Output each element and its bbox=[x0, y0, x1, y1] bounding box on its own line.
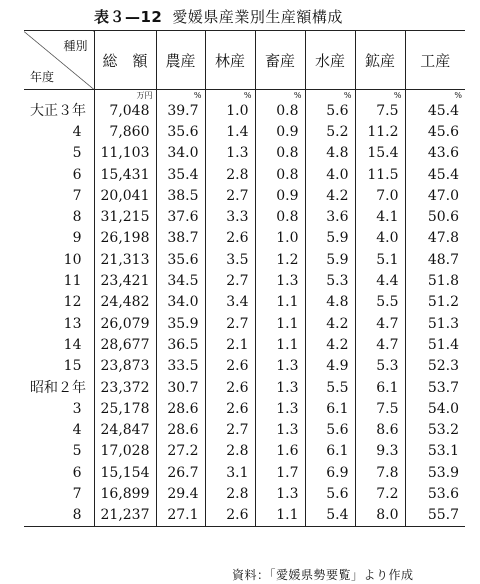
value-cell: 5.6 bbox=[305, 100, 355, 121]
year-cell: 10 bbox=[63, 251, 82, 268]
value-cell: 35.6 bbox=[156, 249, 205, 270]
value-cell: 4.2 bbox=[305, 334, 355, 355]
value-cell: 34.0 bbox=[156, 292, 205, 313]
table-row bbox=[24, 419, 465, 440]
value-cell: 34.0 bbox=[156, 143, 205, 164]
value-cell: 7.2 bbox=[355, 483, 405, 504]
value-cell: 20,041 bbox=[94, 185, 156, 206]
value-cell: 30.7 bbox=[156, 377, 205, 398]
value-cell: 7.0 bbox=[355, 185, 405, 206]
value-cell: 38.5 bbox=[156, 185, 205, 206]
year-cell: 7 bbox=[72, 485, 82, 502]
table-row bbox=[24, 356, 465, 377]
value-cell: 5.3 bbox=[305, 270, 355, 291]
value-cell: 5.9 bbox=[305, 228, 355, 249]
value-cell: 5.1 bbox=[355, 249, 405, 270]
table-row bbox=[24, 483, 465, 504]
year-cell: 4 bbox=[72, 422, 82, 439]
column-header-industry: 工産 bbox=[405, 31, 465, 90]
value-cell: 45.4 bbox=[405, 100, 465, 121]
year-cell: 3 bbox=[72, 400, 82, 417]
value-cell: 4.1 bbox=[355, 206, 405, 227]
value-cell: 35.4 bbox=[156, 164, 205, 185]
table-row bbox=[24, 143, 465, 164]
table-row bbox=[24, 100, 465, 121]
value-cell: 2.7 bbox=[205, 419, 255, 440]
value-cell: 4.2 bbox=[305, 185, 355, 206]
value-cell: 1.3 bbox=[255, 398, 305, 419]
value-cell: 51.4 bbox=[405, 334, 465, 355]
value-cell: 8.0 bbox=[355, 505, 405, 527]
value-cell: 25,178 bbox=[94, 398, 156, 419]
value-cell: 35.9 bbox=[156, 313, 205, 334]
unit-label: % bbox=[205, 90, 255, 101]
year-cell: 8 bbox=[24, 505, 94, 527]
value-cell: 45.4 bbox=[405, 164, 465, 185]
value-cell: 28.6 bbox=[156, 419, 205, 440]
value-cell: 4.4 bbox=[355, 270, 405, 291]
value-cell: 1.1 bbox=[255, 292, 305, 313]
unit-label: 万円 bbox=[94, 90, 156, 101]
value-cell: 1.3 bbox=[255, 377, 305, 398]
value-cell: 34.5 bbox=[156, 270, 205, 291]
value-cell: 36.5 bbox=[156, 334, 205, 355]
value-cell: 43.6 bbox=[405, 143, 465, 164]
year-cell: 7 bbox=[72, 187, 82, 204]
year-cell: 14 bbox=[63, 336, 82, 353]
value-cell: 2.8 bbox=[205, 441, 255, 462]
value-cell: 8.6 bbox=[355, 419, 405, 440]
value-cell: 0.9 bbox=[255, 185, 305, 206]
table-row bbox=[24, 185, 465, 206]
value-cell: 21,313 bbox=[94, 249, 156, 270]
column-header-agriculture: 農産 bbox=[156, 31, 205, 90]
value-cell: 1.1 bbox=[255, 334, 305, 355]
value-cell: 1.6 bbox=[255, 441, 305, 462]
value-cell: 28.6 bbox=[156, 398, 205, 419]
value-cell: 1.3 bbox=[255, 270, 305, 291]
value-cell: 7.5 bbox=[355, 100, 405, 121]
table-row bbox=[24, 249, 465, 270]
table-row bbox=[24, 121, 465, 142]
value-cell: 28,677 bbox=[94, 334, 156, 355]
value-cell: 0.8 bbox=[255, 100, 305, 121]
value-cell: 45.6 bbox=[405, 121, 465, 142]
value-cell: 2.7 bbox=[205, 270, 255, 291]
year-cell: 4 bbox=[72, 123, 82, 140]
value-cell: 5.6 bbox=[305, 419, 355, 440]
column-header-mining: 鉱産 bbox=[355, 31, 405, 90]
value-cell: 11.5 bbox=[355, 164, 405, 185]
value-cell: 1.2 bbox=[255, 249, 305, 270]
table-row bbox=[24, 334, 465, 355]
unit-label: % bbox=[156, 90, 205, 101]
value-cell: 15,431 bbox=[94, 164, 156, 185]
table-row bbox=[24, 462, 465, 483]
source-note: 資料：「愛媛県勢要覧」より作成 bbox=[232, 568, 414, 582]
value-cell: 53.9 bbox=[405, 462, 465, 483]
value-cell: 53.6 bbox=[405, 483, 465, 504]
value-cell: 51.2 bbox=[405, 292, 465, 313]
value-cell: 24,847 bbox=[94, 419, 156, 440]
year-cell: 9 bbox=[72, 230, 82, 247]
value-cell: 7.8 bbox=[355, 462, 405, 483]
value-cell: 2.6 bbox=[205, 505, 255, 527]
value-cell: 2.6 bbox=[205, 356, 255, 377]
value-cell: 53.2 bbox=[405, 419, 465, 440]
value-cell: 48.7 bbox=[405, 249, 465, 270]
corner-header-cell bbox=[24, 31, 94, 90]
value-cell: 1.1 bbox=[255, 313, 305, 334]
value-cell: 7,048 bbox=[94, 100, 156, 121]
value-cell: 47.8 bbox=[405, 228, 465, 249]
value-cell: 2.7 bbox=[205, 185, 255, 206]
value-cell: 15,154 bbox=[94, 462, 156, 483]
value-cell: 53.1 bbox=[405, 441, 465, 462]
value-cell: 5.5 bbox=[355, 292, 405, 313]
table-title bbox=[94, 6, 343, 27]
year-cell: 6 bbox=[72, 464, 82, 481]
value-cell: 27.1 bbox=[156, 505, 205, 527]
table-row bbox=[24, 505, 465, 527]
table-row bbox=[24, 270, 465, 291]
value-cell: 15.4 bbox=[355, 143, 405, 164]
value-cell: 21,237 bbox=[94, 505, 156, 527]
year-cell: 5 bbox=[72, 443, 82, 460]
value-cell: 6.1 bbox=[355, 377, 405, 398]
unit-label: % bbox=[255, 90, 305, 101]
value-cell: 3.6 bbox=[305, 206, 355, 227]
year-cell: 12 bbox=[63, 294, 82, 311]
value-cell: 1.0 bbox=[205, 100, 255, 121]
value-cell: 7.5 bbox=[355, 398, 405, 419]
value-cell: 24,482 bbox=[94, 292, 156, 313]
table-row bbox=[24, 441, 465, 462]
value-cell: 38.7 bbox=[156, 228, 205, 249]
value-cell: 4.7 bbox=[355, 313, 405, 334]
value-cell: 2.6 bbox=[205, 398, 255, 419]
value-cell: 2.8 bbox=[205, 164, 255, 185]
value-cell: 1.3 bbox=[255, 356, 305, 377]
header-row bbox=[24, 31, 465, 90]
value-cell: 1.1 bbox=[255, 505, 305, 527]
value-cell: 1.3 bbox=[255, 419, 305, 440]
value-cell: 35.6 bbox=[156, 121, 205, 142]
value-cell: 6.1 bbox=[305, 398, 355, 419]
value-cell: 2.6 bbox=[205, 377, 255, 398]
unit-label: % bbox=[405, 90, 465, 101]
value-cell: 2.8 bbox=[205, 483, 255, 504]
value-cell: 16,899 bbox=[94, 483, 156, 504]
value-cell: 23,421 bbox=[94, 270, 156, 291]
value-cell: 3.1 bbox=[205, 462, 255, 483]
value-cell: 0.9 bbox=[255, 121, 305, 142]
table-row bbox=[24, 313, 465, 334]
corner-year-label: 年度 bbox=[30, 70, 55, 84]
year-cell: 6 bbox=[72, 166, 82, 183]
value-cell: 27.2 bbox=[156, 441, 205, 462]
value-cell: 52.3 bbox=[405, 356, 465, 377]
value-cell: 5.5 bbox=[305, 377, 355, 398]
value-cell: 31,215 bbox=[94, 206, 156, 227]
value-cell: 23,873 bbox=[94, 356, 156, 377]
value-cell: 5.4 bbox=[305, 505, 355, 527]
table-name: 愛媛県産業別生産額構成 bbox=[172, 8, 343, 26]
year-cell: 13 bbox=[63, 315, 82, 332]
value-cell: 0.8 bbox=[255, 206, 305, 227]
corner-type-label: 種別 bbox=[63, 39, 88, 53]
value-cell: 39.7 bbox=[156, 100, 205, 121]
column-header-forestry: 林産 bbox=[205, 31, 255, 90]
value-cell: 26,198 bbox=[94, 228, 156, 249]
value-cell: 4.8 bbox=[305, 292, 355, 313]
value-cell: 53.7 bbox=[405, 377, 465, 398]
value-cell: 11.2 bbox=[355, 121, 405, 142]
value-cell: 37.6 bbox=[156, 206, 205, 227]
value-cell: 50.6 bbox=[405, 206, 465, 227]
value-cell: 4.0 bbox=[355, 228, 405, 249]
value-cell: 17,028 bbox=[94, 441, 156, 462]
year-cell: 5 bbox=[72, 145, 82, 162]
value-cell: 2.7 bbox=[205, 313, 255, 334]
value-cell: 4.8 bbox=[305, 143, 355, 164]
table-row bbox=[24, 377, 465, 398]
value-cell: 11,103 bbox=[94, 143, 156, 164]
value-cell: 26,079 bbox=[94, 313, 156, 334]
table-body bbox=[24, 90, 465, 527]
value-cell: 1.4 bbox=[205, 121, 255, 142]
value-cell: 6.1 bbox=[305, 441, 355, 462]
column-header-fishery: 水産 bbox=[305, 31, 355, 90]
value-cell: 0.8 bbox=[255, 164, 305, 185]
value-cell: 0.8 bbox=[255, 143, 305, 164]
table-row bbox=[24, 292, 465, 313]
value-cell: 2.6 bbox=[205, 228, 255, 249]
table-row bbox=[24, 228, 465, 249]
units-spacer bbox=[24, 90, 94, 101]
value-cell: 5.9 bbox=[305, 249, 355, 270]
table-row bbox=[24, 164, 465, 185]
value-cell: 4.9 bbox=[305, 356, 355, 377]
value-cell: 5.3 bbox=[355, 356, 405, 377]
value-cell: 1.3 bbox=[255, 483, 305, 504]
value-cell: 47.0 bbox=[405, 185, 465, 206]
value-cell: 3.4 bbox=[205, 292, 255, 313]
value-cell: 23,372 bbox=[94, 377, 156, 398]
units-row bbox=[24, 90, 465, 101]
unit-label: % bbox=[305, 90, 355, 101]
value-cell: 4.7 bbox=[355, 334, 405, 355]
column-header-livestock: 畜産 bbox=[255, 31, 305, 90]
year-cell: 昭和２年 bbox=[30, 379, 86, 396]
value-cell: 29.4 bbox=[156, 483, 205, 504]
year-cell: 11 bbox=[63, 273, 82, 290]
year-cell: 8 bbox=[72, 209, 82, 226]
value-cell: 4.0 bbox=[305, 164, 355, 185]
production-table bbox=[24, 30, 465, 527]
value-cell: 9.3 bbox=[355, 441, 405, 462]
year-cell: 15 bbox=[63, 358, 82, 375]
value-cell: 1.7 bbox=[255, 462, 305, 483]
value-cell: 55.7 bbox=[405, 505, 465, 527]
value-cell: 6.9 bbox=[305, 462, 355, 483]
value-cell: 7,860 bbox=[94, 121, 156, 142]
table-number: 表３—12 bbox=[94, 8, 163, 26]
value-cell: 1.3 bbox=[205, 143, 255, 164]
table-row bbox=[24, 398, 465, 419]
unit-label: % bbox=[355, 90, 405, 101]
value-cell: 5.6 bbox=[305, 483, 355, 504]
table-row bbox=[24, 206, 465, 227]
value-cell: 51.8 bbox=[405, 270, 465, 291]
value-cell: 5.2 bbox=[305, 121, 355, 142]
value-cell: 1.0 bbox=[255, 228, 305, 249]
value-cell: 54.0 bbox=[405, 398, 465, 419]
value-cell: 26.7 bbox=[156, 462, 205, 483]
value-cell: 3.5 bbox=[205, 249, 255, 270]
column-header-total: 総 額 bbox=[94, 31, 156, 90]
value-cell: 3.3 bbox=[205, 206, 255, 227]
value-cell: 33.5 bbox=[156, 356, 205, 377]
year-cell: 大正３年 bbox=[30, 102, 86, 119]
value-cell: 4.2 bbox=[305, 313, 355, 334]
value-cell: 2.1 bbox=[205, 334, 255, 355]
value-cell: 51.3 bbox=[405, 313, 465, 334]
